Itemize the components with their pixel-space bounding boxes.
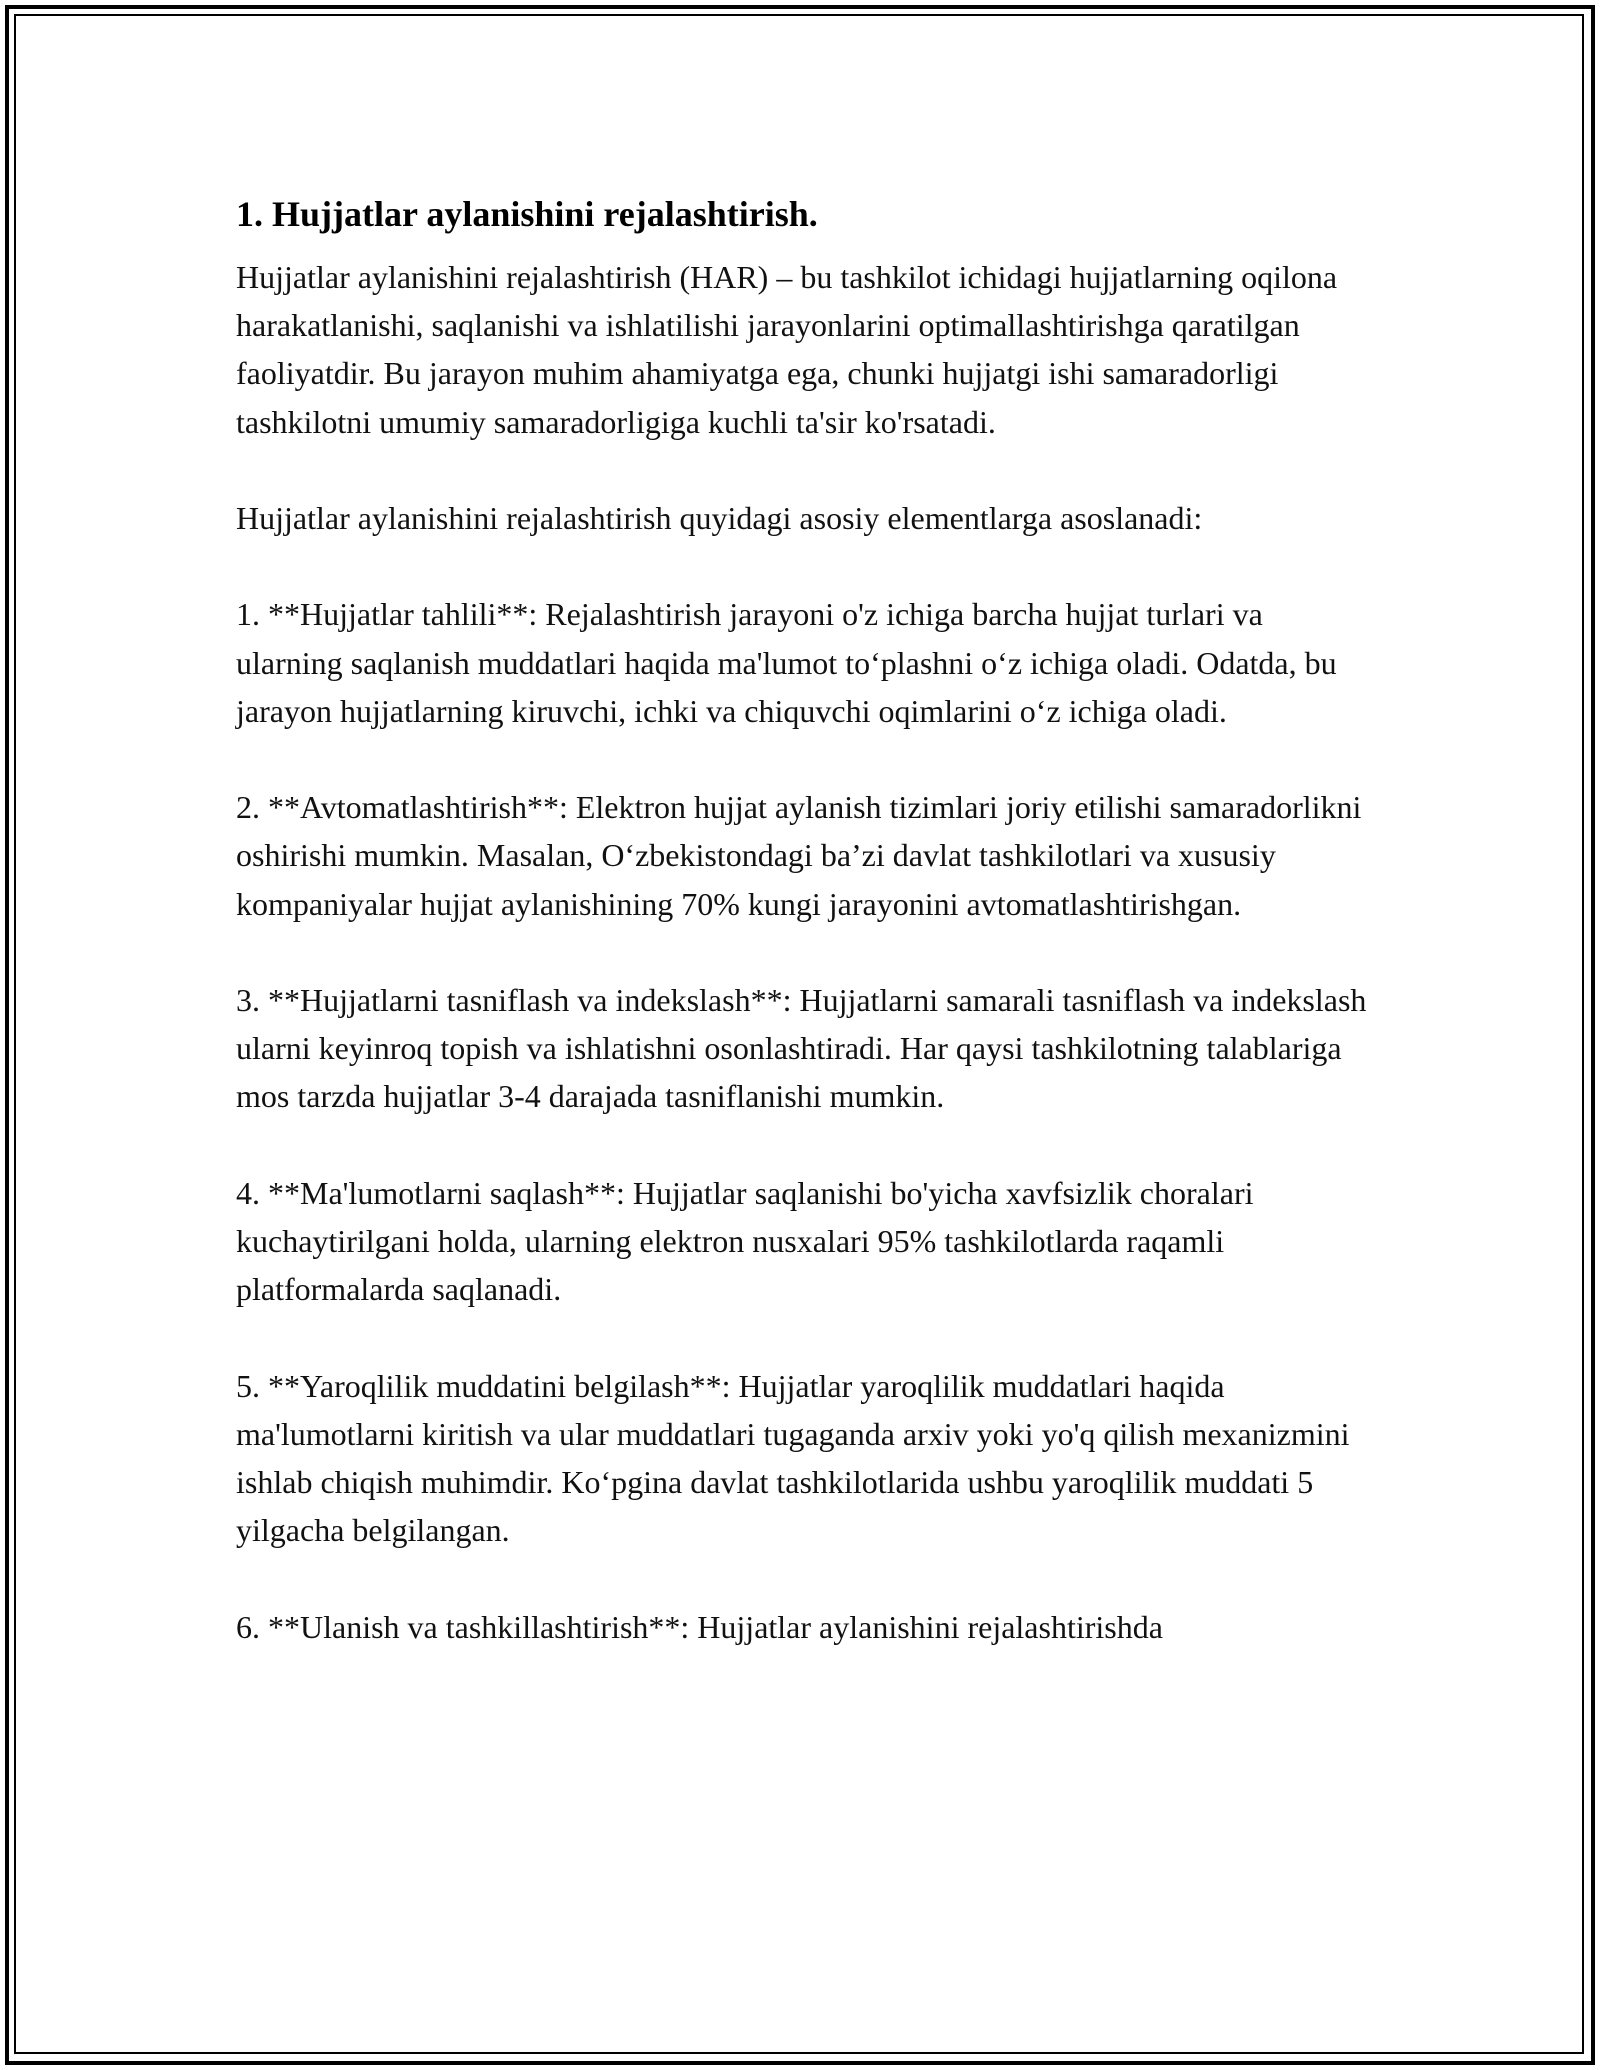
list-item-1: 1. **Hujjatlar tahlili**: Rejalashtirish jarayoni o'z ichiga barcha hujjat turlari va ularning saqlanish muddatlari haqida ma'lumot to‘plashni o‘z ichiga oladi. Odatda, bu jarayon hujjatlarning kiruvchi, ichki va chiquvchi oqimlarini o‘z ichiga oladi. xyxy=(236,596,1337,729)
elements-lead-paragraph: Hujjatlar aylanishini rejalashtirish quyidagi asosiy elementlarga asoslanadi: xyxy=(236,500,1203,536)
list-item-5: 5. **Yaroqlilik muddatini belgilash**: Hujjatlar yaroqlilik muddatlari haqida ma'lumotlarni kiritish va ular muddatlari tugaganda arxiv yoki yo'q qilish mexanizmini ishlab chiqish muhimdir. Ko‘pgina davlat tashkilotlarida ushbu yaroqlilik muddati 5 yilgacha belgilangan. xyxy=(236,1367,1350,1549)
document-title: 1. Hujjatlar aylanishini rejalashtirish. xyxy=(236,194,818,234)
list-item-3: 3. **Hujjatlarni tasniflash va indekslash**: Hujjatlarni samarali tasniflash va indekslash ularni keyinroq topish va ishlatishni osonlashtiradi. Har qaysi tashkilotning talablariga mos tarzda hujjatlar 3-4 darajada tasniflanishi mumkin. xyxy=(236,981,1367,1115)
list-item-2: 2. **Avtomatlashtirish**: Elektron hujjat aylanish tizimlari joriy etilishi samaradorlikni oshirishi mumkin. Masalan, O‘zbekistondagi ba’zi davlat tashkilotlari va xususiy kompaniyalar hujjat aylanishining 70% kungi jarayonini avtomatlashtirishgan. xyxy=(236,789,1362,922)
list-item-6: 6. **Ulanish va tashkillashtirish**: Hujjatlar aylanishini rejalashtirishda xyxy=(236,1608,1163,1645)
document-body xyxy=(236,185,1376,1651)
intro-paragraph: Hujjatlar aylanishini rejalashtirish (HAR) – bu tashkilot ichidagi hujjatlarning oqilona harakatlanishi, saqlanishi va ishlatilishi jarayonlarini optimallashtirishga qaratilgan faoliyatdir. Bu jarayon muhim ahamiyatga ega, chunki hujjatgi ishi samaradorligi tashkilotni umumiy samaradorligiga kuchli ta'sir ko'rsatadi. xyxy=(236,259,1338,440)
list-item-4: 4. **Ma'lumotlarni saqlash**: Hujjatlar saqlanishi bo'yicha xavfsizlik choralari kuchaytirilgani holda, ularning elektron nusxalari 95% tashkilotlarda raqamli platformalarda saqlanadi. xyxy=(236,1174,1254,1308)
